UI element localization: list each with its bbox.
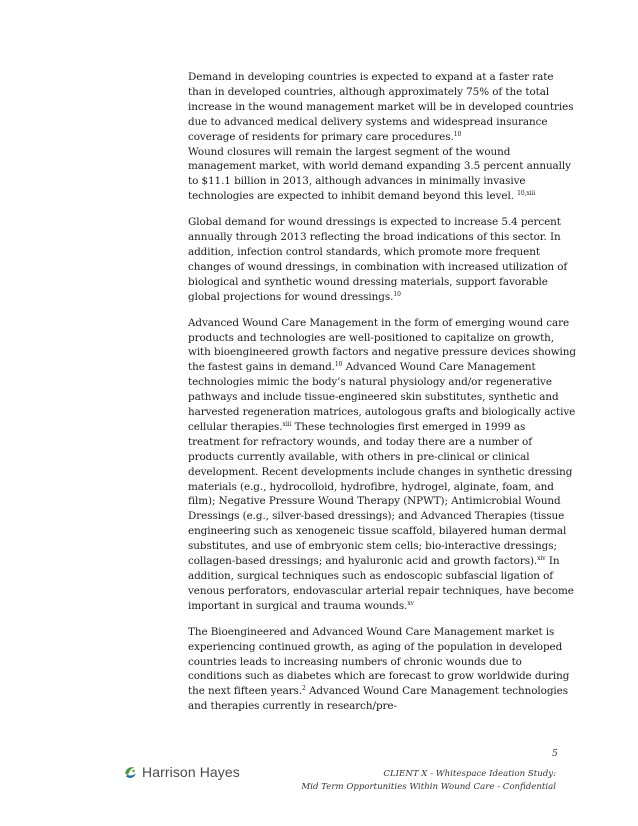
footnote-ref: 2 bbox=[301, 685, 306, 693]
footnote-ref: xv bbox=[407, 599, 414, 607]
footer-text bbox=[301, 768, 556, 794]
paragraph-4-text bbox=[188, 625, 578, 714]
paragraph-4 bbox=[188, 625, 578, 714]
text-segment: The Bioengineered and Advanced Wound Care Management market is experiencing continued growth, as aging of the population in developed countries leads to increasing numbers of chronic wounds due to conditions such as diabetes which are forecast to grow worldwide during the next fifteen years. bbox=[188, 625, 570, 698]
paragraph-1 bbox=[188, 70, 578, 204]
text-segment: These technologies first emerged in 1999 as treatment for refractory wounds, and today there are a number of products currently available, with others in pre-clinical or clinical development. Recent developments include changes in synthetic dressing materials (e.g., hydrocolloid, hydrofibre, hydrogel, alginate, foam, and film); Negative Pressure Wound Therapy (NPWT); Antimicrobial Wound Dressings (e.g., silver-based dressings); and Advanced Therapies (tissue engineering such as xenogeneic tissue scaffold, bilayered human dermal substitutes, and use of embryonic stem cells; bio-interactive dressings; collagen-based dressings; and hyaluronic acid and growth factors). bbox=[188, 420, 573, 568]
footnote-ref: xiii bbox=[282, 420, 292, 428]
text-segment: Advanced Wound Care Management technologies and therapies currently in research/pre- bbox=[188, 685, 568, 713]
paragraph-2-text bbox=[188, 215, 578, 304]
page-number: 5 bbox=[552, 749, 558, 759]
text-segment: Advanced Wound Care Management in the form of emerging wound care products and technologies are well-positioned to capitalize on growth, with bioengineered growth factors and negative pressure devices showing the fastest gains in demand. bbox=[188, 316, 576, 374]
document-body bbox=[188, 70, 578, 725]
paragraph-1-main bbox=[188, 70, 578, 145]
paragraph-2 bbox=[188, 215, 578, 304]
company-logo bbox=[123, 764, 240, 780]
text-segment: Wound closures will remain the largest segment of the wound management market, with world demand expanding 3.5 percent annually to $11.1 billion in 2013, although advances in minimally invasive technologies are expected to inhibit demand beyond this level. bbox=[188, 145, 571, 203]
footnote-ref: 10 bbox=[453, 130, 462, 138]
footer-line-2: Mid Term Opportunities Within Wound Care - Confidential bbox=[301, 782, 556, 792]
paragraph-3 bbox=[188, 316, 578, 614]
footnote-ref: 10 bbox=[393, 290, 401, 298]
footer-line-1: CLIENT X - Whitespace Ideation Study: bbox=[383, 769, 556, 779]
leaf-swirl-icon bbox=[123, 765, 138, 780]
text-segment: In addition, surgical techniques such as endoscopic subfascial ligation of venous perforators, endovascular arterial repair techniques, have become important in surgical and trauma wounds. bbox=[188, 555, 574, 612]
text-segment: Demand in developing countries is expected to expand at a faster rate than in developed countries, although approximately 75% of the total increase in the wound management market will be in developed countries due to advanced medical delivery systems and widespread insurance coverage of residents for primary care procedures. bbox=[188, 71, 574, 143]
paragraph-1-continuation bbox=[188, 145, 578, 205]
text-segment: Advanced Wound Care Management technologies mimic the body’s natural physiology and/or regenerative pathways and include tissue-engineered skin substitutes, synthetic and harvested regeneration matrices, autologous grafts and biologically active cellular therapies. bbox=[188, 361, 576, 433]
footnote-ref: 10,xiii bbox=[517, 190, 536, 198]
footnote-ref: xiv bbox=[537, 555, 546, 563]
footnote-ref: 10 bbox=[334, 361, 343, 369]
logo-text: Harrison Hayes bbox=[142, 764, 240, 780]
text-segment: Global demand for wound dressings is expected to increase 5.4 percent annually through 2013 reflecting the broad indications of this sector. In addition, infection control standards, which promote more frequent changes of wound dressings, in combination with increased utilization of biological and synthetic wound dressing materials, support favorable global projections for wound dressings. bbox=[188, 216, 568, 303]
paragraph-3-text bbox=[188, 316, 578, 614]
